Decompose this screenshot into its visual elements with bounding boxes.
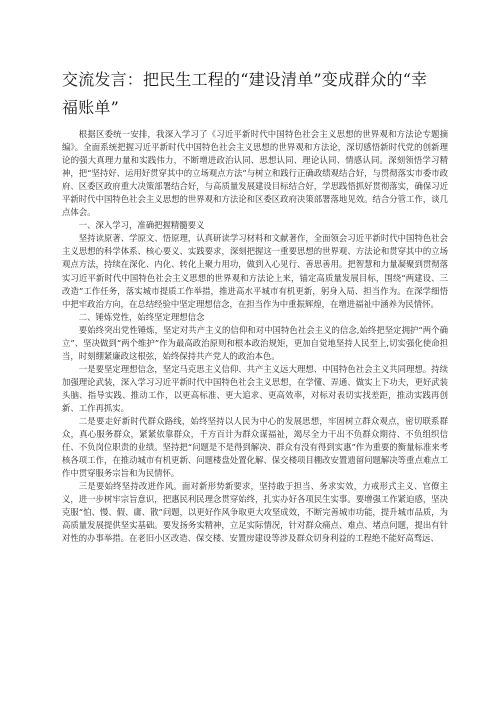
section-heading-2: 二、锤炼党性，始终坚定理想信念 (78, 311, 205, 322)
paragraph-section-1: 坚持读原著、学原文、悟原理，认真研读学习材料和文献著作，全面领会习近平新时代中国特色社会主义思想的科学体系、核心要义、实践要求，深刻把握这一重要思想的世界观、方法论和贯穿其中的立场观点方法，持续在深化、内化、转化上聚力用功，做到入心见行、善思善用。把智慧和力量凝聚到贯彻落实习近平新时代中国特色社会主义思想的世界观和方法论上来，锚定高质量发展目标，围绕“两建设、三改造”工作任务，落实城市提质工作举措，推进高水平城市有机更新，躬身入局、担当作为。在深学细悟中把牢政治方向，在总结经验中坚定理想信念，在担当作为中重振辉煌，在增进福祉中涵养为民情怀。 (62, 233, 448, 309)
paragraph-point-2: 二是要走好新时代群众路线，始终坚持以人民为中心的发展思想，牢固树立群众观点，密切联系群众，真心服务群众，紧紧依靠群众，千方百计为群众谋福祉，竭尽全力干出不负群众期待、不负组织信任、不负岗位职责的业绩。坚持把“问题是不是得到解决、群众有没有得到实惠”作为重要的衡量标准来考核各项工作，在推动城市有机更新、问题楼盘处置化解、保交楼项目棚改安置遗留问题解决等重点难点工作中贯穿服务宗旨和为民情怀。 (62, 416, 448, 479)
document-body (62, 128, 448, 703)
paragraph-section-2: 要始终突出党性锤炼，坚定对共产主义的信仰和对中国特色社会主义的信念,始终把坚定拥护“两个确立”、坚决做到“两个维护”作为最高政治原则和根本政治规矩，更加自觉地坚持人民至上,切实强化使命担当，时刻绷紧廉政这根弦，始终保持共产党人的政治本色。 (62, 324, 448, 361)
paragraph-point-1: 一是要坚定理想信念，坚定马克思主义信仰、共产主义远大理想、中国特色社会主义共同理想。持续加强理论武装，深入学习习近平新时代中国特色社会主义思想，在学懂、弄通、做实上下功夫，更好武装头脑、指导实践、推动工作，以更高标准、更大追求、更高效率，对标对表切实找差距，推动实践再创新、工作再抓实。 (62, 363, 448, 413)
paragraph-point-3: 三是要始终坚持改进作风。面对新形势新要求，坚持敢于担当、务求实效，力戒形式主义、官僚主义，进一步树牢宗旨意识，把惠民利民理念贯穿始终，扎实办好各项民生实事。要增强工作紧迫感，坚决克服“怕、慢、假、庸、散”问题，以更好作风争取更大攻坚成效，不断完善城市功能，提升城市品质，为高质量发展提供坚实基础。要发扬务实精神，立足实际情况，针对群众痛点、难点、堵点问题，提出有针对性的办事举措。在老旧小区改造、保交楼、安置房建设等涉及群众切身利益的工程绝不能好高骛远、 (62, 481, 448, 544)
paragraph-intro: 根据区委统一安排，我深入学习了《习近平新时代中国特色社会主义思想的世界观和方法论专题摘编》。全面系统把握习近平新时代中国特色社会主义思想的世界观和方法论，深切感悟新时代党的创新理论的强大真理力量和实践伟力，不断增进政治认同、思想认同、理论认同、情感认同。深刻领悟学习精神，把“坚持好、运用好贯穿其中的立场观点方法”与树立和践行正确政绩观结合好，与贯彻落实市委市政府、区委区政府重大决策部署结合好，与高质量发展建设目标结合好，学思践悟抓好贯彻落实，确保习近平新时代中国特色社会主义思想的世界观和方法论和区委区政府决策部署落地见效。结合分管工作，谈几点体会。 (62, 129, 448, 218)
section-heading-1: 一、深入学习，准确把握精髓要义 (78, 220, 205, 231)
document-title: 交流发言：把民生工程的“建设清单”变成群众的“幸福账单” (62, 70, 428, 117)
